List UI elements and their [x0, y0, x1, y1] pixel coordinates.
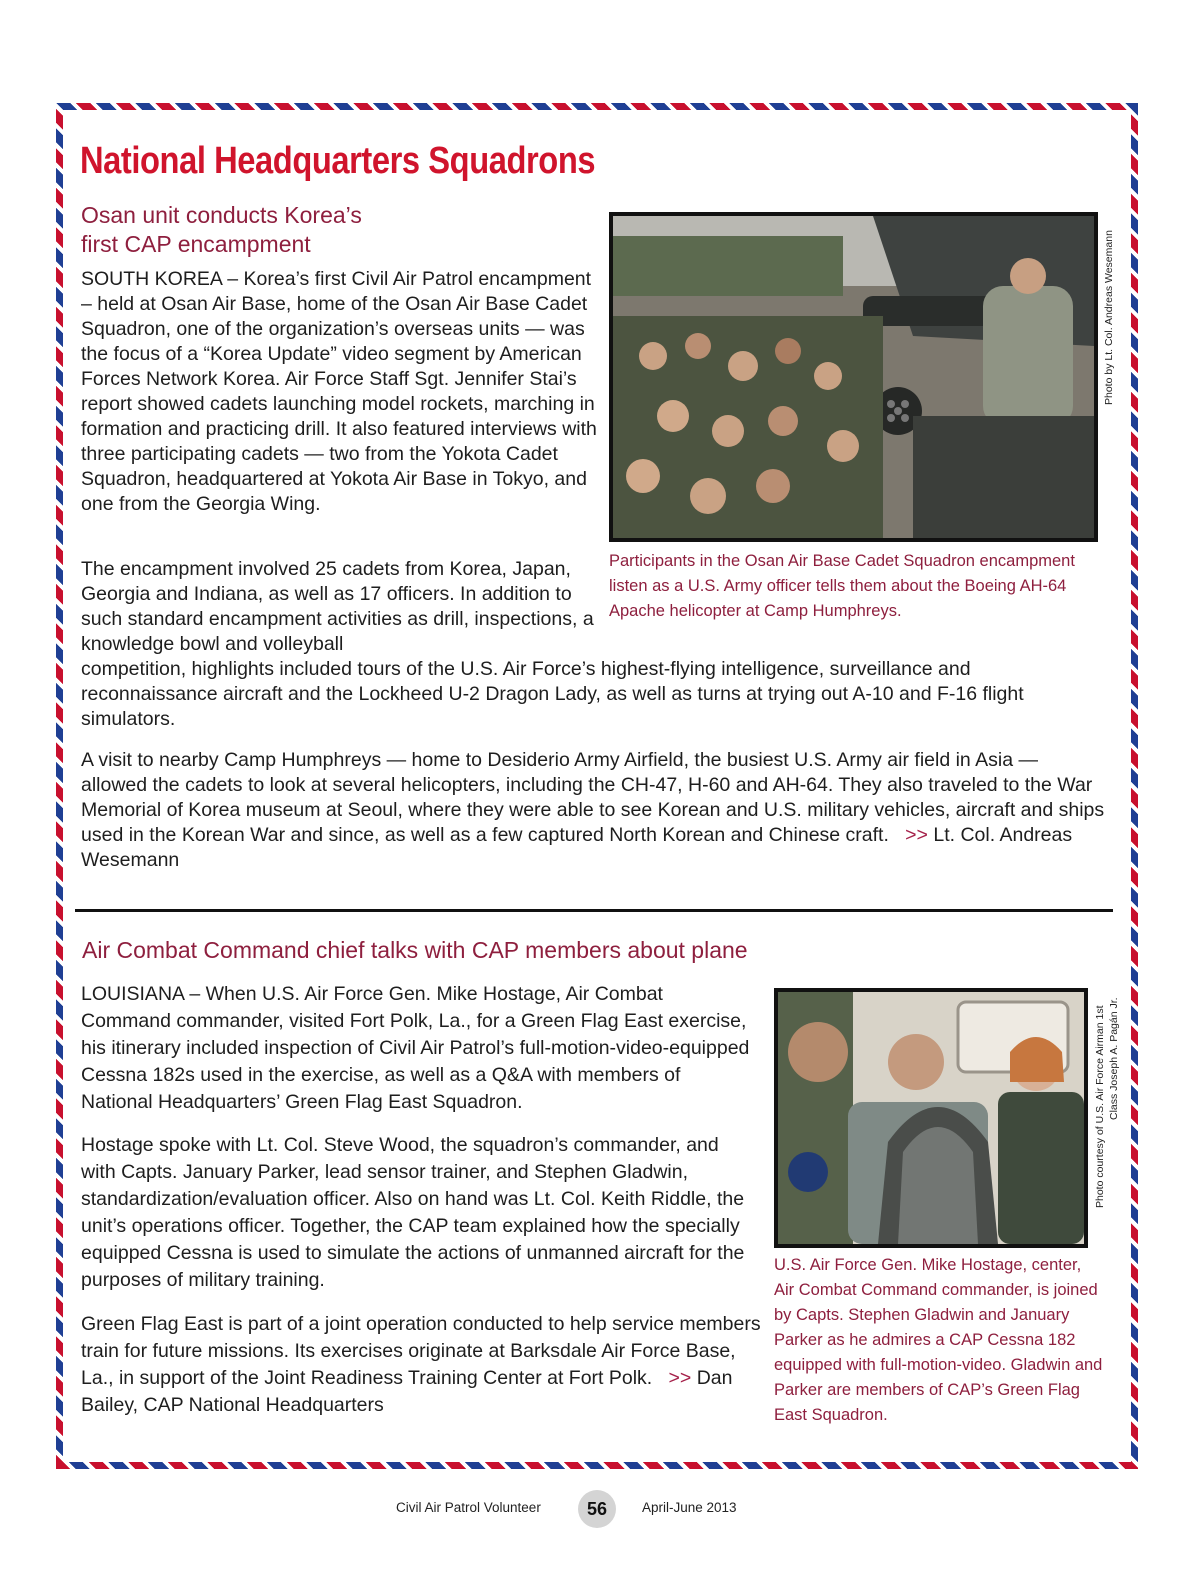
- encampment-photo-caption: Participants in the Osan Air Base Cadet Squadron encampment listen as a U.S. Army officer tells them about the Boeing AH-64 Apache helicopter at Camp Humphreys.: [609, 552, 1075, 620]
- hostage-photo-credit-2: [1108, 997, 1120, 1120]
- article1-headline-line2: first CAP encampment: [81, 231, 311, 257]
- hostage-photo-illustration: [778, 992, 1084, 1244]
- footer-issue: April-June 2013: [642, 1500, 737, 1515]
- footer-publication: Civil Air Patrol Volunteer: [396, 1500, 541, 1515]
- encampment-photo-credit: Photo by Lt. Col. Andreas Wesemann: [1103, 230, 1115, 405]
- article2-paragraph-2: Hostage spoke with Lt. Col. Steve Wood, the squadron’s commander, and with Capts. January Parker, lead sensor trainer, and Stephen Gladwin, standardization/evaluation officer. Also on hand was Lt. Col. Keith Riddle, the unit’s operations officer. Together, the CAP team explained how the specially equipped Cessna is used to simulate the actions of unmanned aircraft for the purposes of military training.: [81, 1134, 745, 1291]
- article1-paragraph-3-text: A visit to nearby Camp Humphreys — home to Desiderio Army Airfield, the busiest U.S. Army air field in Asia — allowed the cadets to look at several helicopters, including the CH-47, H-60 and AH-64. They also traveled to the War Memorial of Korea museum at Seoul, where they were able to see Korean and U.S. military vehicles, aircraft and ships used in the Korean War and since, as well as a few captured North Korean and Chinese craft.: [81, 749, 1105, 846]
- article1-headline-line1: Osan unit conducts Korea’s: [81, 202, 362, 228]
- article1-signature: Lt. Col. Andreas Wesemann: [81, 824, 1073, 871]
- article1-headline: [81, 201, 362, 259]
- hostage-photo-credit-line2: Class Joseph A. Pagán Jr.: [1108, 997, 1120, 1120]
- article2-headline: Air Combat Command chief talks with CAP members about plane: [82, 937, 748, 963]
- encampment-photo-illustration: [613, 216, 1094, 538]
- article1-paragraph-1: SOUTH KOREA – Korea’s first Civil Air Patrol encampment – held at Osan Air Base, home of the Osan Air Base Cadet Squadron, one of the organization’s overseas units — was the focus of a “Korea Update” video segment by American Forces Network Korea. Air Force Staff Sgt. Jennifer Stai’s report showed cadets launching model rockets, marching in formation and practicing drill. It also featured interviews with three participating cadets — two from the Yokota Cadet Squadron, headquartered at Yokota Air Base in Tokyo, and one from the Georgia Wing.: [81, 268, 597, 515]
- signature-arrow: >>: [668, 1367, 692, 1389]
- article2-paragraph-1: LOUISIANA – When U.S. Air Force Gen. Mike Hostage, Air Combat Command commander, visited Fort Polk, La., for a Green Flag East exercise, his itinerary included inspection of Civil Air Patrol’s full-motion-video-equipped Cessna 182s used in the exercise, as well as a Q&A with members of National Headquarters’ Green Flag East Squadron.: [81, 983, 750, 1113]
- article1-paragraph-2b: competition, highlights included tours of the U.S. Air Force’s highest-flying intelligence, surveillance and reconnaissance aircraft and the Lockheed U-2 Dragon Lady, as well as turns at trying out A-10 and F-16 flight simulators.: [81, 658, 1024, 730]
- section-divider: [75, 909, 1113, 912]
- hostage-photo-credit: [1094, 1006, 1106, 1209]
- signature-arrow: >>: [905, 824, 928, 846]
- hostage-photo: [774, 988, 1088, 1248]
- article1-paragraph-2a: The encampment involved 25 cadets from Korea, Japan, Georgia and Indiana, as well as 17 officers. In addition to such standard encampment activities as drill, inspections, a knowledge bowl and volleyball: [81, 558, 594, 655]
- encampment-photo: [609, 212, 1098, 542]
- page-title: National Headquarters Squadrons: [80, 140, 596, 182]
- article2-paragraph-3-text: Green Flag East is part of a joint operation conducted to help service members train for future missions. Its exercises originate at Barksdale Air Force Base, La., in support of the Joint Readiness Training Center at Fort Polk.: [81, 1313, 761, 1389]
- article1-paragraph-3: [81, 748, 1106, 873]
- page-number: 56: [578, 1490, 616, 1528]
- article2-signature: Dan Bailey, CAP National Headquarters: [81, 1367, 733, 1416]
- article2-paragraph-3: [81, 1311, 761, 1419]
- hostage-photo-caption: U.S. Air Force Gen. Mike Hostage, center, Air Combat Command commander, is joined by Capts. Stephen Gladwin and January Parker as he admires a CAP Cessna 182 equipped with full-motion-video. Gladwin and Parker are members of CAP’s Green Flag East Squadron.: [774, 1256, 1103, 1424]
- hostage-photo-credit-line1: Photo courtesy of U.S. Air Force Airman 1st: [1094, 1005, 1106, 1208]
